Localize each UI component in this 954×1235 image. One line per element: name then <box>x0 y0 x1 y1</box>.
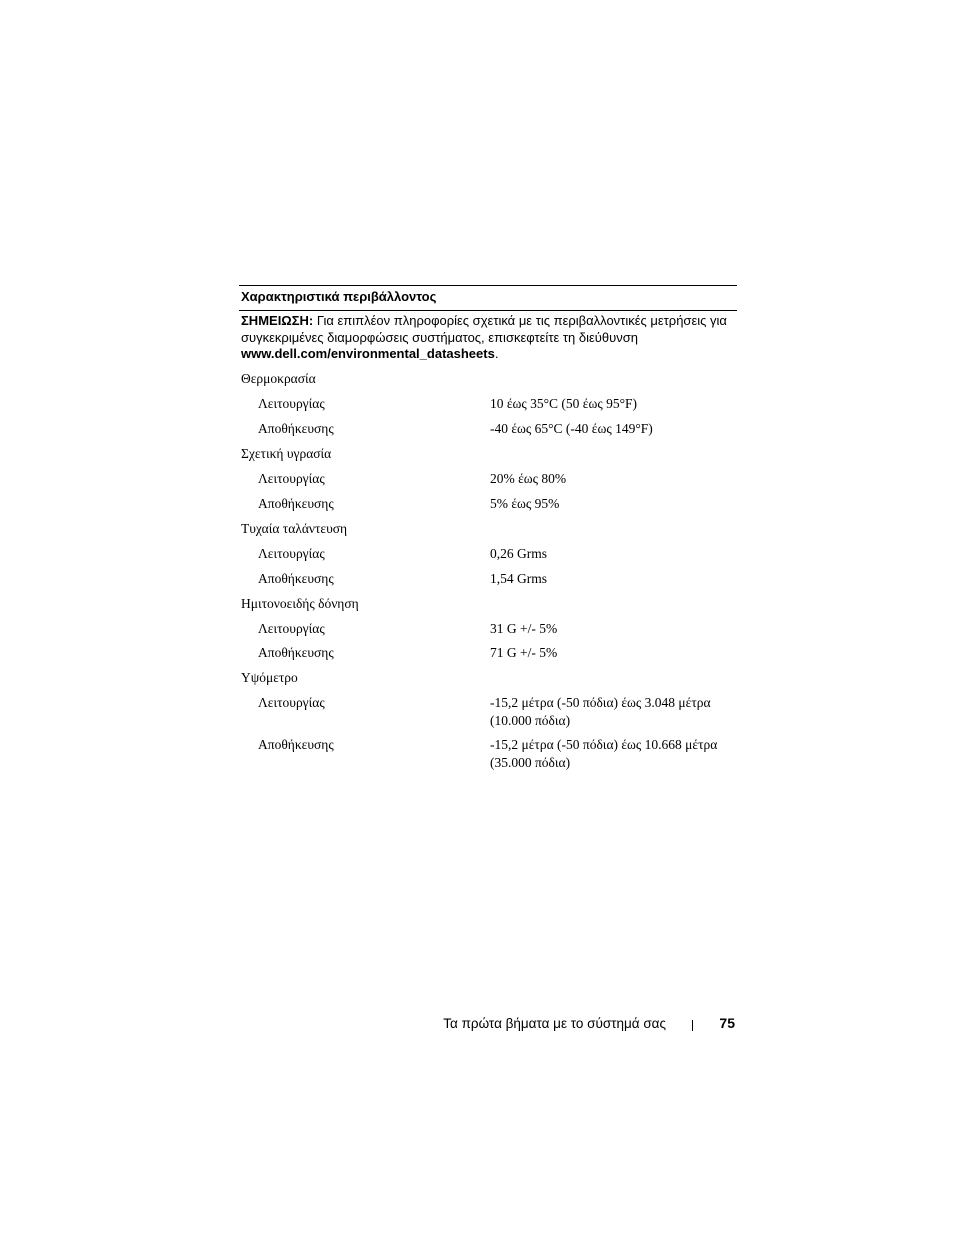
row-label: Λειτουργίας <box>258 396 325 411</box>
row-label: Αποθήκευσης <box>258 645 334 660</box>
row-label: Λειτουργίας <box>258 546 325 561</box>
note-end: . <box>494 346 499 361</box>
row-label: Λειτουργίας <box>258 695 325 710</box>
section-label-altitude: Υψόμετρο <box>241 670 298 685</box>
section-label-humidity: Σχετική υγρασία <box>241 446 332 461</box>
section-label-temperature: Θερμοκρασία <box>241 371 316 386</box>
note-text: Για επιπλέον πληροφορίες σχετικά με τις περιβαλλοντικές μετρήσεις για συγκεκριμένες διαμορφώσεις συστήματος, επισκεφτείτε τη διεύθυνση <box>241 313 727 345</box>
row-label: Αποθήκευσης <box>258 571 334 586</box>
row-value: 1,54 Grms <box>490 571 547 586</box>
section-label-sine-vibration: Ημιτονοειδής δόνηση <box>241 596 359 611</box>
row-value: 71 G +/- 5% <box>490 645 558 660</box>
page-footer <box>380 1015 737 1035</box>
table-title: Χαρακτηριστικά περιβάλλοντος <box>241 289 437 304</box>
row-value: 20% έως 80% <box>490 471 567 486</box>
table-header-rule <box>239 310 737 311</box>
row-value: 0,26 Grms <box>490 546 547 561</box>
row-value: 5% έως 95% <box>490 496 560 511</box>
table-top-rule <box>239 285 737 286</box>
footer-separator <box>692 1020 693 1031</box>
footer-chapter-title: Τα πρώτα βήματα με το σύστημά σας <box>443 1016 666 1031</box>
row-value: -40 έως 65°C (-40 έως 149°F) <box>490 421 653 436</box>
note-url[interactable]: www.dell.com/environmental_datasheets <box>241 346 495 361</box>
row-label: Αποθήκευσης <box>258 496 334 511</box>
row-value: -15,2 μέτρα (-50 πόδια) έως 3.048 μέτρα (10.000 πόδια) <box>490 695 711 728</box>
row-label: Αποθήκευσης <box>258 421 334 436</box>
note-label: ΣΗΜΕΙΩΣΗ: <box>241 313 314 328</box>
row-label: Λειτουργίας <box>258 471 325 486</box>
row-label: Λειτουργίας <box>258 621 325 636</box>
row-value: 10 έως 35°C (50 έως 95°F) <box>490 396 637 411</box>
row-value: -15,2 μέτρα (-50 πόδια) έως 10.668 μέτρα (35.000 πόδια) <box>490 737 718 770</box>
row-label: Αποθήκευσης <box>258 737 334 752</box>
section-label-random-vibration: Τυχαία ταλάντευση <box>241 521 348 536</box>
row-value: 31 G +/- 5% <box>490 621 558 636</box>
page-number: 75 <box>719 1015 735 1031</box>
note <box>241 313 735 363</box>
